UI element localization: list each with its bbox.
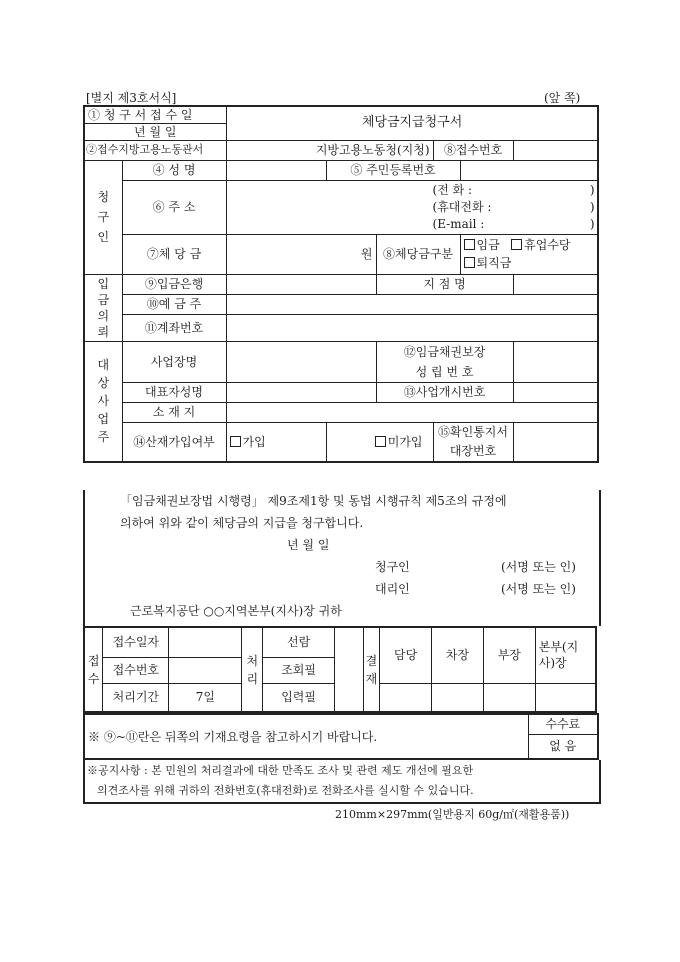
- account-field[interactable]: [226, 314, 598, 341]
- receipt-number-row-label: 접수번호: [103, 657, 169, 683]
- head-sign-field[interactable]: [535, 683, 596, 712]
- insurance-label: ⑭산재가입여부: [122, 422, 226, 462]
- staff-sign-field[interactable]: [380, 683, 432, 712]
- amount-field[interactable]: 원: [226, 234, 376, 274]
- entered-label: 입력필: [263, 683, 335, 712]
- checked-label: 조회필: [263, 657, 335, 683]
- receipt-date-row-label: 접수일자: [103, 627, 169, 657]
- agent-sign-label: 대리인: [375, 582, 410, 596]
- insurance-join-option[interactable]: 가입: [226, 422, 326, 462]
- approver-head: 본부(지사)장: [535, 627, 596, 683]
- name-field[interactable]: [226, 160, 326, 180]
- approver-manager: 부장: [483, 627, 535, 683]
- rrn-label: ⑤ 주민등록번호: [326, 160, 460, 180]
- confirm-register-label: ⑮확인통지서 대장번호: [433, 422, 513, 462]
- receipt-group-label: 접 수: [84, 627, 103, 712]
- insurance-nonjoin-option[interactable]: 미가입: [326, 422, 433, 462]
- office-label: ②접수지방고용노동관서: [84, 140, 226, 160]
- notice-line2: 의견조사를 위해 귀하의 전화번호(휴대전화)로 전화조사를 실시할 수 있습니다.: [97, 784, 474, 797]
- name-label: ④ 성 명: [122, 160, 226, 180]
- workplace-field[interactable]: [226, 341, 376, 382]
- wage-fund-field[interactable]: [513, 341, 598, 382]
- review-field[interactable]: [334, 627, 363, 712]
- representative-field[interactable]: [226, 382, 376, 402]
- processing-period-value: 7일: [169, 683, 242, 712]
- recipient: 근로복지공단 ○○지역본부(지사)장 귀하: [130, 604, 342, 618]
- paper-spec: 210mm×297mm(일반용지 60g/㎡(재활용품)): [335, 808, 570, 821]
- branch-label: 지 점 명: [376, 274, 513, 294]
- receipt-date-row-field[interactable]: [169, 627, 242, 657]
- fee-table: [83, 713, 599, 760]
- claimant-sign-field[interactable]: (서명 또는 인): [501, 560, 576, 574]
- claim-form: [83, 105, 599, 463]
- employer-group-label: 대 상 사 업 주: [84, 341, 122, 462]
- address-label: ⑥ 주 소: [122, 180, 226, 234]
- receipt-date-value[interactable]: 년 월 일: [84, 123, 226, 140]
- review-label: 선람: [263, 627, 335, 657]
- claimant-group-label: 청 구 인: [84, 160, 122, 274]
- receipt-date-label: ① 청 구 서 접 수 일: [84, 106, 226, 123]
- workplace-label: 사업장명: [122, 341, 226, 382]
- approver-staff: 담당: [380, 627, 432, 683]
- declaration-line2: 의하여 위와 같이 체당금의 지급을 청구합니다.: [120, 516, 364, 530]
- bank-label: ⑨입금은행: [122, 274, 226, 294]
- agent-sign-field[interactable]: (서명 또는 인): [501, 582, 576, 596]
- receipt-number-field[interactable]: [513, 140, 598, 160]
- office-value[interactable]: 지방고용노동청(지청): [226, 140, 433, 160]
- declaration-block: [83, 490, 601, 626]
- holder-field[interactable]: [226, 294, 598, 314]
- wage-fund-label: ⑫임금채권보장 성 립 번 호: [376, 341, 513, 382]
- page-side: (앞 쪽): [544, 91, 581, 105]
- account-label: ⑪계좌번호: [122, 314, 226, 341]
- bank-field[interactable]: [226, 274, 376, 294]
- business-number-field[interactable]: [513, 382, 598, 402]
- holder-label: ⑩예 금 주: [122, 294, 226, 314]
- leave-allowance-checkbox[interactable]: 휴업수당: [511, 238, 570, 252]
- branch-field[interactable]: [513, 274, 598, 294]
- processing-table: [83, 626, 597, 713]
- wage-checkbox[interactable]: 임금: [464, 238, 500, 252]
- instruction-note: ※ ⑨~⑪란은 뒤쪽의 기재요령을 참고하시기 바랍니다.: [84, 714, 528, 759]
- processing-period-label: 처리기간: [103, 683, 169, 712]
- declaration-date[interactable]: 년 월 일: [287, 538, 330, 552]
- approval-group-label: 결 재: [363, 627, 380, 712]
- fee-label: 수수료: [528, 714, 598, 734]
- receipt-number-label: ⑧접수번호: [433, 140, 513, 160]
- representative-label: 대표자성명: [122, 382, 226, 402]
- deposit-group-label: 입 금 의 뢰: [84, 274, 122, 341]
- notice-block: [83, 760, 601, 804]
- rrn-field[interactable]: [460, 160, 598, 180]
- address-field[interactable]: (전 화 : ) (휴대전화 : ) (E-mail : ): [226, 180, 598, 234]
- declaration-line1: 「임금채권보장법 시행령」 제9조제1항 및 동법 시행규칙 제5조의 규정에: [120, 494, 507, 508]
- manager-sign-field[interactable]: [483, 683, 535, 712]
- amount-label: ⑦체 당 금: [122, 234, 226, 274]
- type-options: [460, 234, 598, 274]
- receipt-number-row-field[interactable]: [169, 657, 242, 683]
- approver-deputy: 차장: [432, 627, 484, 683]
- deputy-sign-field[interactable]: [432, 683, 484, 712]
- location-field[interactable]: [226, 402, 598, 422]
- fee-value: 없 음: [528, 734, 598, 759]
- claimant-sign-label: 청구인: [375, 560, 410, 574]
- form-number: [별지 제3호서식]: [86, 91, 177, 105]
- handling-group-label: 처 리: [242, 627, 263, 712]
- type-label: ⑧체당금구분: [376, 234, 460, 274]
- form-title: 체당금지급청구서: [226, 106, 598, 140]
- business-number-label: ⑬사업개시번호: [376, 382, 513, 402]
- severance-checkbox[interactable]: 퇴직금: [464, 256, 512, 270]
- confirm-register-field[interactable]: [513, 422, 598, 462]
- location-label: 소 재 지: [122, 402, 226, 422]
- notice-line1: ※공지사항 : 본 민원의 처리결과에 대한 만족도 조사 및 관련 제도 개선에 필요한: [87, 764, 474, 777]
